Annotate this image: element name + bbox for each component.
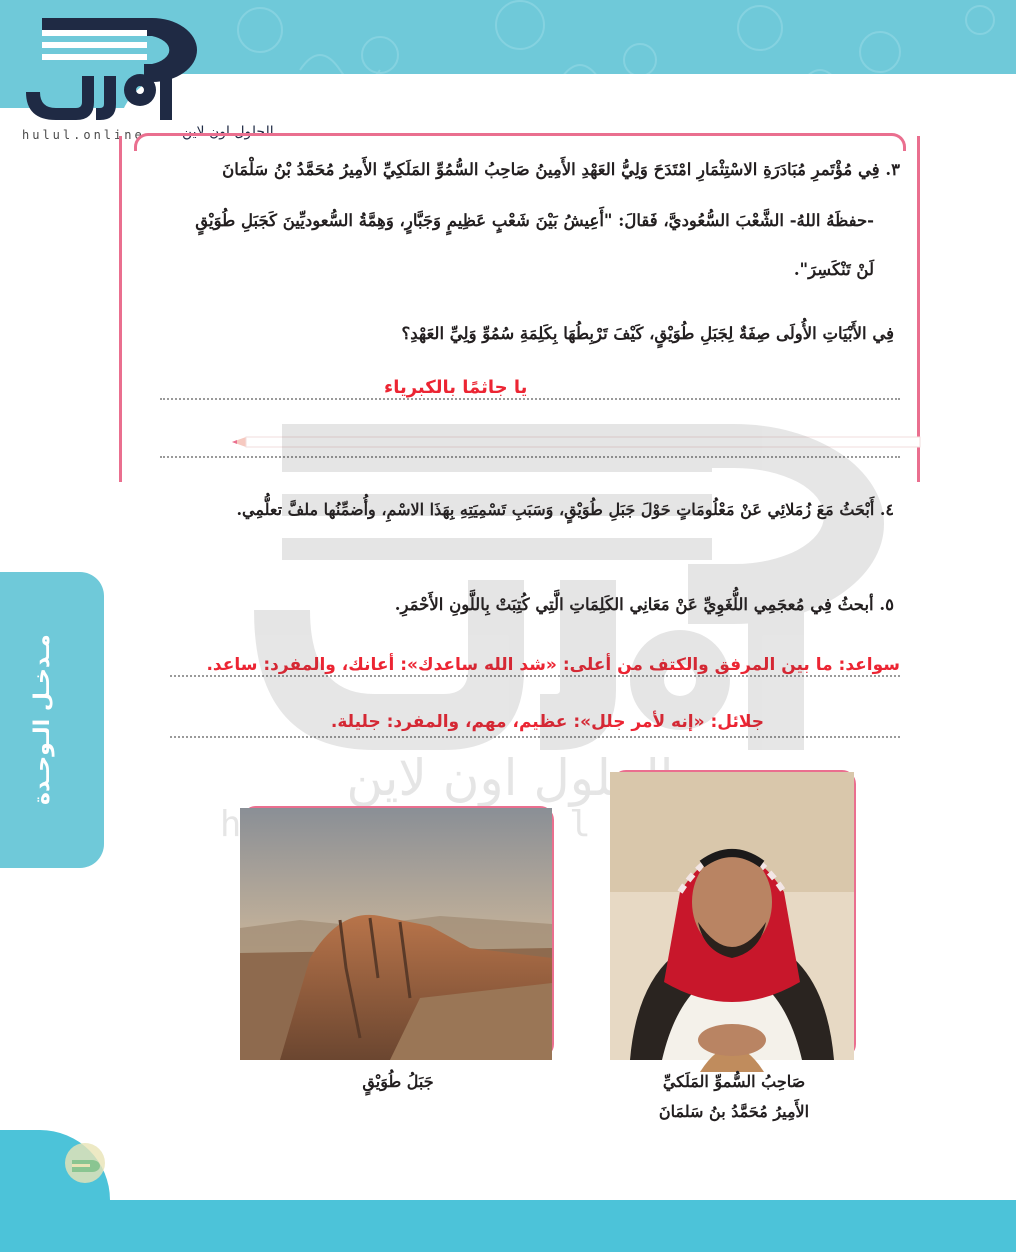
prince-caption-line-1: صَاحِبُ السُّموِّ المَلَكيِّ	[662, 1072, 806, 1091]
question-frame	[119, 136, 920, 482]
pencil-frame-bottom	[232, 436, 920, 448]
q5-answer-line-2	[170, 736, 900, 738]
q3-answer-line-1	[160, 398, 900, 400]
prince-photo	[612, 770, 856, 1058]
q3-line-2: -حفظَهُ اللهُ- الشَّعْبَ السُّعُوديَّ، فَقالَ: "أَعِيشُ بَيْنَ شَعْبٍ عَظِيمٍ وَجَبَّارٍ، وَهِمَّةُ السُّعوديِّينَ كَجَبَلِ طُوَيْقٍ	[195, 211, 874, 230]
q3-line-1: ٣. فِي مُؤْتَمرِ مُبَادَرَةِ الاسْتِثْمَارِ امْتَدَحَ وَلِيُّ العَهْدِ الأَمِينُ صَاحِبُ السُّمُوِّ المَلَكِيِّ الأَمِيرُ مُحَمَّدُ بْنُ سَلْمَانَ	[222, 160, 900, 179]
footer-band	[0, 1200, 1016, 1252]
mountain-image	[240, 808, 552, 1060]
mountain-caption: جَبَلُ طُوَيْقٍ	[362, 1072, 434, 1091]
hulul-logo	[12, 10, 274, 145]
q5-answer-2[interactable]: جلائل: «إنه لأمر جلل»: عظيم، مهم، والمفرد: جليلة.	[330, 712, 764, 732]
prince-caption-line-2: الأَمِيرُ مُحَمَّدُ بنُ سَلمَانَ	[658, 1102, 810, 1121]
page-badge-icon	[62, 1140, 108, 1186]
q3-question: فِي الأَبْيَاتِ الأُولَى صِفَةٌ لِجَبَلِ طُوَيْقٍ، كَيْفَ تَرْبِطُهَا بِكَلِمَةِ سُمُوِّ وَلِيِّ العَهْدِ؟	[401, 324, 894, 343]
q3-answer[interactable]: يا جاثمًا بالكبرياء	[384, 377, 528, 398]
prince-image	[610, 772, 854, 1060]
logo-subtitle: الحلول اون لاين	[182, 124, 274, 140]
watermark-subtitle: الحلول اون لاين	[346, 749, 674, 807]
logo-site-url: hulul.online	[22, 128, 145, 142]
q5-answer-line-1	[170, 675, 900, 677]
q4-text: ٤. أَبْحَثُ مَعَ زُمَلائِي عَنْ مَعْلُومَاتٍ حَوْلَ جَبَلِ طُوَيْقٍ، وَسَبَبِ تَسْمِيَتِهِ بِهَذَا الاسْمِ، وأُضمِّنُها ملفَّ تعلُّمِي.	[236, 500, 894, 519]
q5-text: ٥. أبحثُ فِي مُعجَمِي اللُّغَوِيِّ عَنْ مَعَانِي الكَلِمَاتِ الَّتِي كُتِبَتْ بِاللَّونِ الأَحْمَرِ.	[394, 595, 894, 614]
q5-answer-1[interactable]: سواعد: ما بين المرفق والكتف من أعلى: «شد الله ساعدك»: أعانك، والمفرد: ساعد.	[206, 655, 900, 675]
mountain-photo	[242, 806, 554, 1058]
q3-answer-line-2	[160, 456, 900, 458]
q3-line-3: لَنْ تَنْكَسِرَ".	[793, 260, 874, 279]
unit-side-tab-label: مـدخـل الـوحـدة	[30, 634, 55, 806]
